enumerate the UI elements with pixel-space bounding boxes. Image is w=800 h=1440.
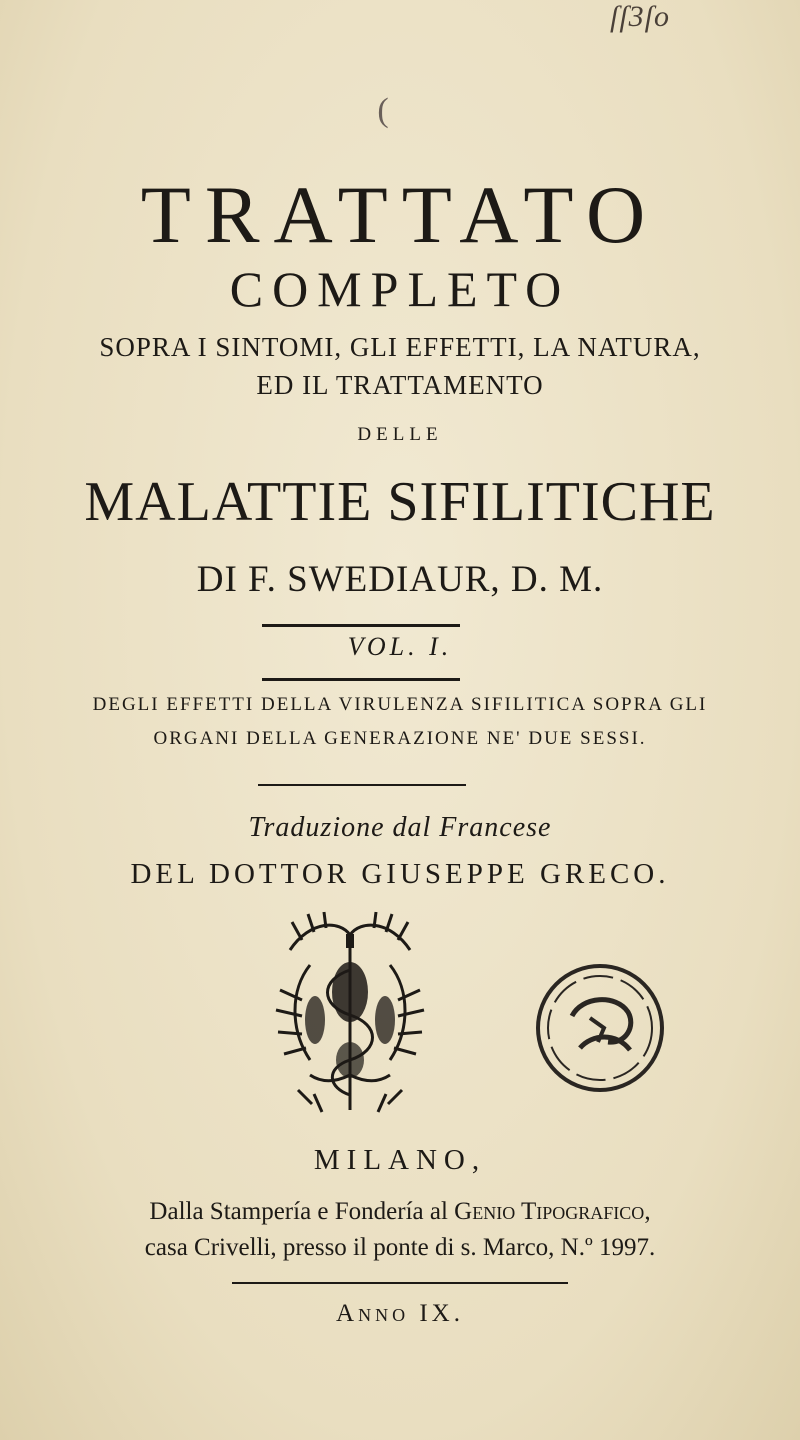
library-stamp-emblem-icon	[520, 956, 680, 1106]
printer-device-vignette-icon	[250, 910, 450, 1125]
subtitle-line-1: SOPRA I SINTOMI, GLI EFFETTI, LA NATURA,	[99, 332, 701, 362]
part-title-line-1: DEGLI EFFETTI DELLA VIRULENZA SIFILITICA SOPRA GLI	[92, 694, 708, 715]
rule-above-volume	[262, 624, 460, 627]
publisher-line-1-prefix: Dalla Stampería e Fondería al	[149, 1198, 455, 1225]
shelfmark: ſſ3ſo	[609, 0, 670, 33]
title-line-2: COMPLETO	[229, 261, 571, 317]
publisher-line-1	[0, 1198, 800, 1226]
subtitle-line-2: ED IL TRATTAMENTO	[256, 370, 544, 400]
connector-word: DELLE	[357, 424, 443, 445]
translator-line: DEL DOTTOR GIUSEPPE GRECO.	[130, 858, 670, 890]
stray-mark: (	[377, 92, 389, 129]
rule-above-translation	[258, 784, 466, 786]
author-line: DI F. SWEDIAUR, D. M.	[196, 559, 604, 600]
publisher-name: Genio Tipografico	[454, 1198, 645, 1225]
rule-below-volume	[262, 678, 460, 681]
title-line-1: TRATTATO	[140, 169, 660, 260]
translation-note: Traduzione dal Francese	[248, 812, 552, 843]
part-title-line-2: ORGANI DELLA GENERAZIONE NE' DUE SESSI.	[153, 728, 647, 749]
volume-label: VOL. I.	[347, 632, 453, 661]
year-line: Anno IX.	[336, 1300, 464, 1327]
publisher-line-1-suffix: ,	[644, 1198, 651, 1225]
imprint-city: MILANO,	[313, 1144, 487, 1176]
publisher-line-2: casa Crivelli, presso il ponte di s. Marco, N.º 1997.	[144, 1234, 656, 1261]
rule-above-year	[232, 1282, 568, 1284]
title-line-3: MALATTIE SIFILITICHE	[84, 471, 716, 533]
